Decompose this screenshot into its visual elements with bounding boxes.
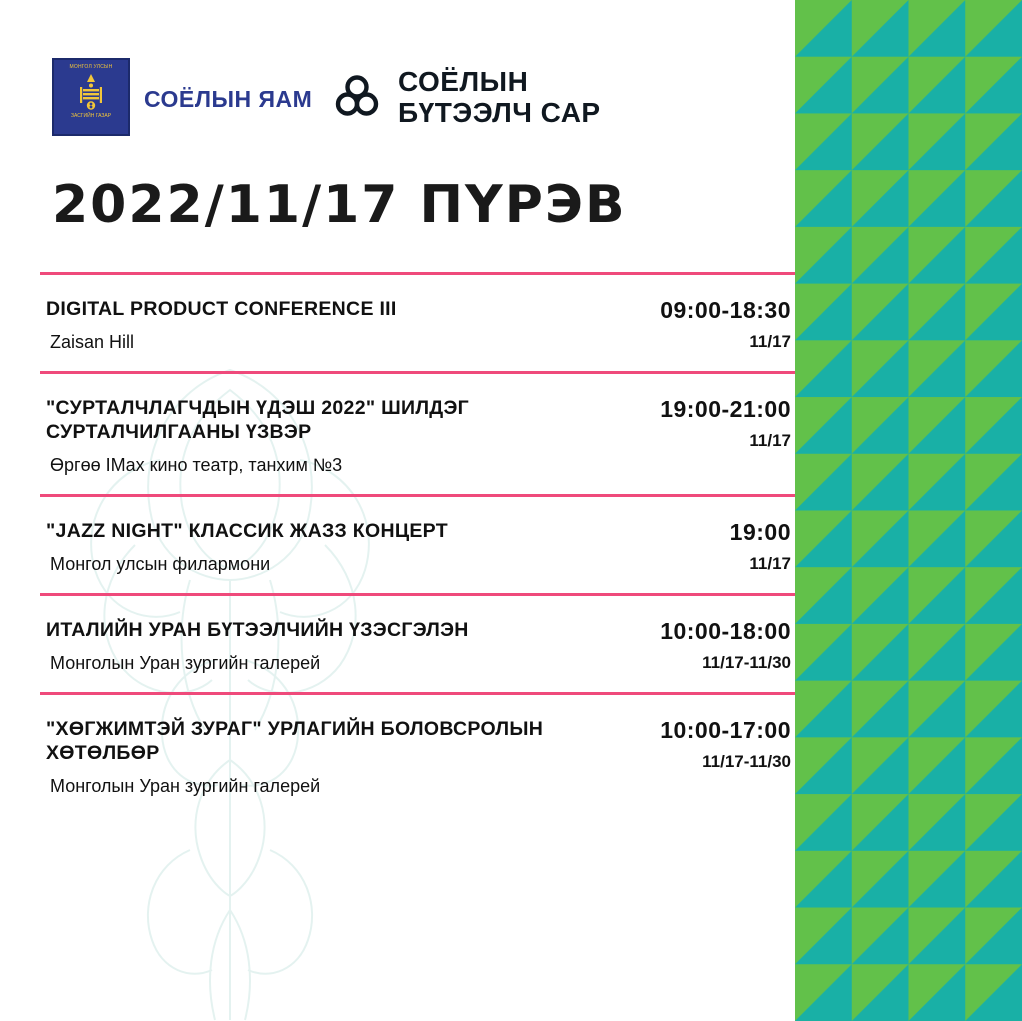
list-item xyxy=(40,374,795,494)
ministry-name: СОЁЛЫН ЯАМ xyxy=(144,86,313,112)
emblem-top-text: МОНГОЛ УЛСЫН xyxy=(69,64,113,70)
event-schedule xyxy=(660,297,795,352)
event-venue: Zaisan Hill xyxy=(50,332,135,352)
event-title: DIGITAL PRODUCT CONFERENCE III xyxy=(46,298,397,320)
event-info xyxy=(40,396,660,476)
event-date: 11/17-11/30 xyxy=(702,752,791,771)
event-time: 19:00-21:00 xyxy=(660,396,791,422)
event-title: "JAZZ NIGHT" КЛАССИК ЖАЗЗ КОНЦЕРТ xyxy=(46,520,448,542)
emblem-bottom-text: ЗАСГИЙН ГАЗАР xyxy=(70,113,112,119)
brand-line-2: БҮТЭЭЛЧ САР xyxy=(398,97,601,128)
event-date: 11/17-11/30 xyxy=(702,653,791,672)
event-info xyxy=(40,717,660,797)
list-item xyxy=(40,596,795,692)
event-info xyxy=(40,618,660,674)
event-title: "СУРТАЛЧЛАГЧДЫН ҮДЭШ 2022" ШИЛДЭГ СУРТАЛЧИЛГААНЫ ҮЗВЭР xyxy=(46,397,470,443)
event-venue: Өргөө IMax кино театр, танхим №3 xyxy=(50,455,343,475)
event-date: 11/17 xyxy=(749,332,791,351)
list-item xyxy=(40,497,795,593)
event-date: 11/17 xyxy=(749,554,791,573)
event-title: "ХӨГЖИМТЭЙ ЗУРАГ" УРЛАГИЙН БОЛОВСРОЛЫН ХӨТӨЛБӨР xyxy=(46,718,544,764)
event-info xyxy=(40,297,660,353)
poster-header xyxy=(52,58,772,138)
page-title: 2022/11/17 ПҮРЭВ xyxy=(52,175,627,235)
event-time: 19:00 xyxy=(729,519,791,545)
event-title: ИТАЛИЙН УРАН БҮТЭЭЛЧИЙН ҮЗЭСГЭЛЭН xyxy=(46,619,469,641)
event-list xyxy=(40,272,795,815)
event-date: 11/17 xyxy=(749,431,791,450)
brand-line-1: СОЁЛЫН xyxy=(398,66,529,97)
event-info xyxy=(40,519,730,575)
list-item xyxy=(40,695,795,815)
event-schedule xyxy=(660,618,795,673)
event-venue: Монголын Уран зургийн галерей xyxy=(50,776,321,796)
event-time: 09:00-18:30 xyxy=(660,297,791,323)
event-schedule xyxy=(660,396,795,451)
trefoil-knot-icon xyxy=(330,70,384,124)
event-venue: Монголын Уран зургийн галерей xyxy=(50,653,321,673)
event-schedule xyxy=(730,519,795,574)
event-schedule xyxy=(660,717,795,772)
triangle-pattern-band xyxy=(795,0,1022,1021)
list-item xyxy=(40,275,795,371)
soyombo-icon xyxy=(78,73,104,113)
brand-lockup xyxy=(330,66,601,128)
event-time: 10:00-18:00 xyxy=(660,618,791,644)
event-time: 10:00-17:00 xyxy=(660,717,791,743)
event-venue: Монгол улсын филармони xyxy=(50,554,271,574)
government-emblem xyxy=(52,58,130,136)
